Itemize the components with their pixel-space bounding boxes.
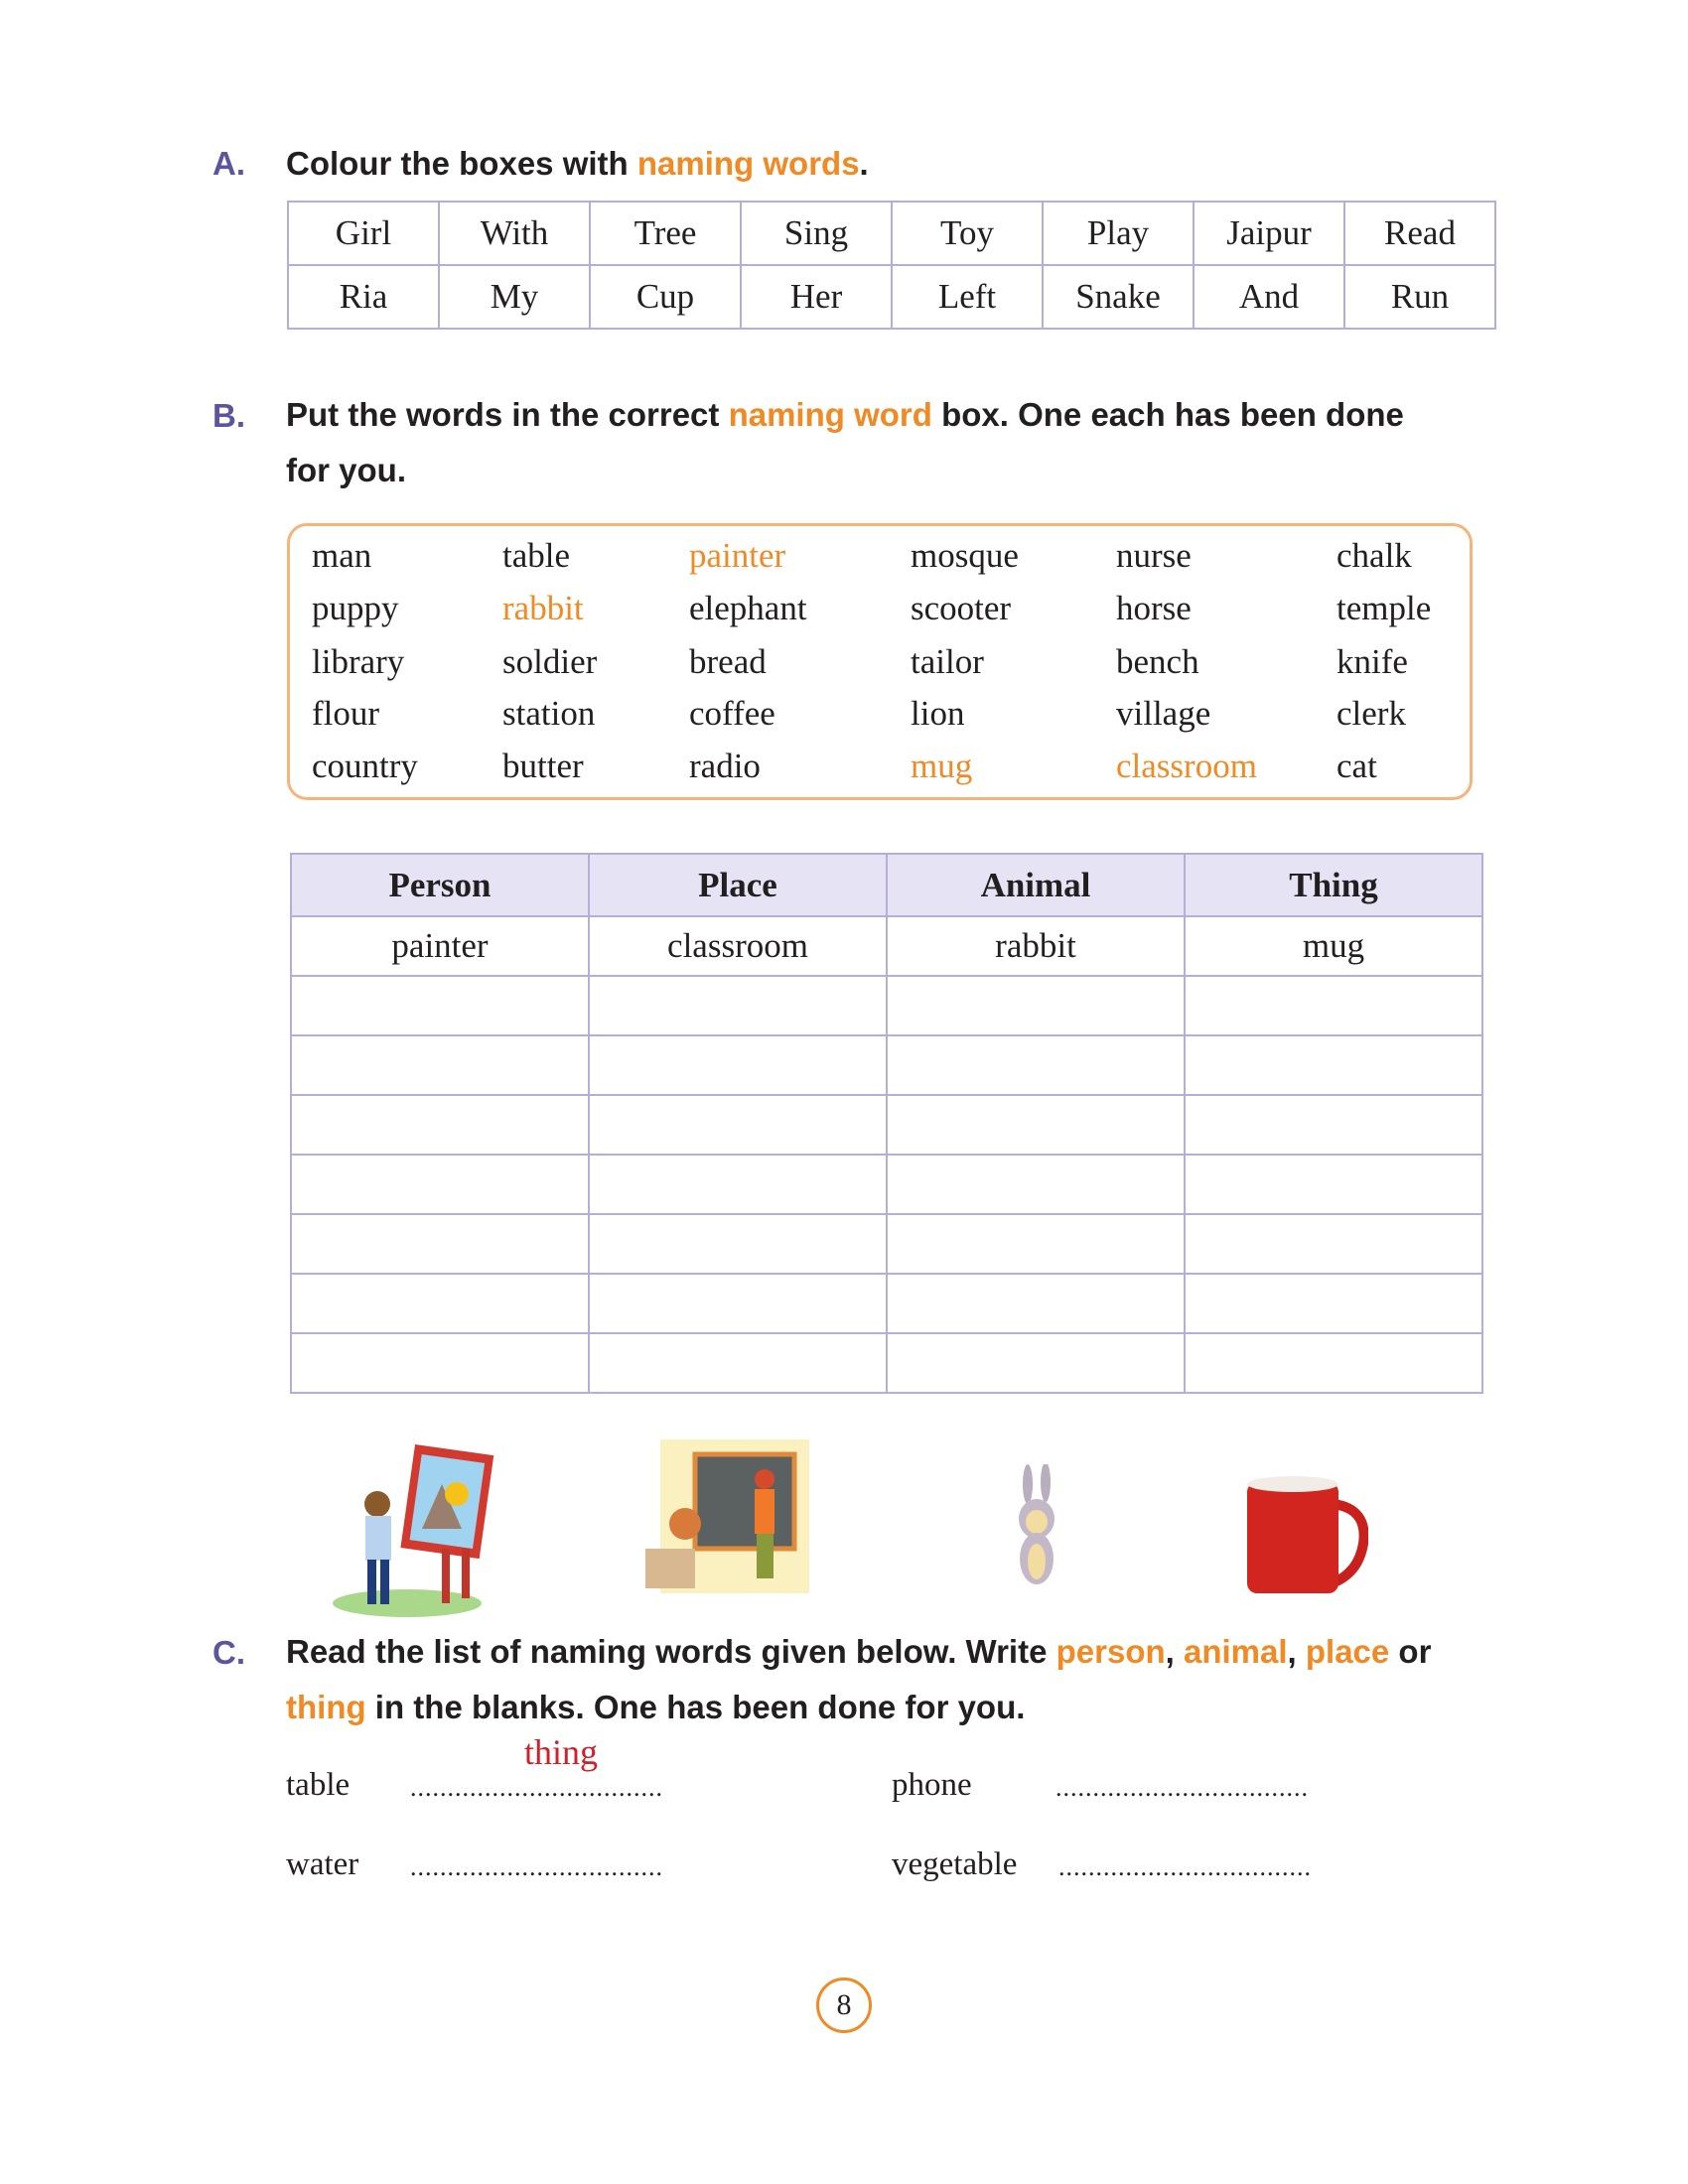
heading-text: in the blanks. One has been done for you. [365, 1689, 1026, 1725]
classroom-picture [640, 1434, 814, 1603]
mug-picture [1239, 1474, 1368, 1598]
blank-cell[interactable] [589, 1095, 887, 1155]
blank-cell[interactable] [291, 976, 589, 1035]
word-bank-word: coffee [689, 694, 775, 733]
word-box[interactable]: My [439, 265, 590, 329]
heading-text: Colour the boxes with [286, 145, 637, 182]
example-cell: rabbit [887, 916, 1185, 976]
word-bank-word: rabbit [502, 589, 584, 627]
word-bank-word: village [1116, 694, 1211, 733]
blank-cell[interactable] [1185, 1274, 1482, 1333]
heading-text: box. One each has been done [931, 396, 1404, 433]
word-bank-word: cat [1336, 747, 1377, 785]
word-bank-word: flour [312, 694, 380, 733]
word-bank-word: chalk [1336, 536, 1412, 575]
word-box[interactable]: Read [1344, 202, 1495, 265]
word-box[interactable]: Girl [288, 202, 439, 265]
grid-row [288, 265, 1495, 329]
heading-highlight: naming words [636, 145, 860, 182]
word-bank-word: classroom [1116, 747, 1257, 785]
blank-cell[interactable] [291, 1274, 589, 1333]
blank-line[interactable]: .................................. [410, 1773, 663, 1802]
example-cell: painter [291, 916, 589, 976]
blank-cell[interactable] [887, 1333, 1185, 1393]
word-bank-word: lion [911, 694, 965, 733]
blank-cell[interactable] [887, 1214, 1185, 1274]
blank-cell[interactable] [1185, 976, 1482, 1035]
word-bank-box [287, 523, 1473, 800]
table-row [291, 1274, 1482, 1333]
blank-cell[interactable] [887, 1155, 1185, 1214]
word-bank-word: tailor [911, 642, 984, 681]
word-box[interactable]: Left [892, 265, 1043, 329]
word-box[interactable]: Snake [1043, 265, 1194, 329]
blank-cell[interactable] [1185, 1333, 1482, 1393]
heading-text: , [1165, 1633, 1184, 1670]
word-bank-word: library [312, 642, 405, 681]
word-bank-word: temple [1336, 589, 1432, 627]
section-a-letter: A. [212, 145, 245, 182]
heading-text: Read the list of naming words given below. Write [286, 1633, 1056, 1670]
blank-cell[interactable] [291, 1333, 589, 1393]
blank-cell[interactable] [887, 976, 1185, 1035]
word-box[interactable]: Ria [288, 265, 439, 329]
grid-row [288, 202, 1495, 265]
table-row [291, 1333, 1482, 1393]
word-bank-word: knife [1336, 642, 1408, 681]
word-box[interactable]: Cup [590, 265, 741, 329]
heading-text: Put the words in the correct [286, 396, 729, 433]
example-row [291, 916, 1482, 976]
blank-cell[interactable] [589, 1035, 887, 1095]
section-c-letter: C. [212, 1634, 245, 1671]
table-row [291, 1155, 1482, 1214]
rabbit-picture [1008, 1464, 1067, 1598]
example-answer: thing [524, 1732, 599, 1772]
naming-word-table [290, 853, 1483, 1394]
blank-line[interactable]: .................................. [1058, 1852, 1312, 1881]
heading-text: or [1389, 1633, 1432, 1670]
column-header: Thing [1185, 854, 1482, 916]
blank-cell[interactable] [1185, 1155, 1482, 1214]
word-box[interactable]: Run [1344, 265, 1495, 329]
table-row [291, 1095, 1482, 1155]
blank-cell[interactable] [887, 1035, 1185, 1095]
blank-cell[interactable] [887, 1274, 1185, 1333]
item-word: phone [892, 1767, 972, 1803]
blank-cell[interactable] [589, 1274, 887, 1333]
blank-cell[interactable] [589, 1155, 887, 1214]
word-bank-word: nurse [1116, 536, 1192, 575]
table-row [291, 976, 1482, 1035]
example-cell: classroom [589, 916, 887, 976]
word-box[interactable]: Play [1043, 202, 1194, 265]
table-row [291, 1035, 1482, 1095]
word-bank-word: painter [689, 536, 786, 575]
section-b-heading [286, 387, 1404, 498]
word-bank-word: clerk [1336, 694, 1406, 733]
naming-words-grid [287, 201, 1496, 330]
blank-cell[interactable] [589, 1333, 887, 1393]
blank-cell[interactable] [291, 1095, 589, 1155]
word-bank-word: butter [502, 747, 584, 785]
word-bank-word: elephant [689, 589, 807, 627]
heading-text: . [859, 145, 869, 182]
word-box[interactable]: With [439, 202, 590, 265]
blank-cell[interactable] [589, 1214, 887, 1274]
blank-cell[interactable] [887, 1095, 1185, 1155]
word-bank-word: scooter [911, 589, 1012, 627]
word-bank-word: country [312, 747, 418, 785]
word-bank-word: man [312, 536, 372, 575]
example-cell: mug [1185, 916, 1482, 976]
word-bank-word: radio [689, 747, 761, 785]
item-word: water [286, 1846, 359, 1882]
blank-cell[interactable] [589, 976, 887, 1035]
section-b-letter: B. [212, 397, 245, 434]
word-bank-word: bench [1116, 642, 1199, 681]
painter-picture [328, 1434, 496, 1618]
word-bank-word: station [502, 694, 596, 733]
word-bank-word: table [502, 536, 571, 575]
blank-cell[interactable] [291, 1155, 589, 1214]
word-bank-word: mug [911, 747, 973, 785]
word-bank-word: mosque [911, 536, 1019, 575]
word-box[interactable]: Her [741, 265, 892, 329]
word-bank-word: soldier [502, 642, 598, 681]
heading-highlight: animal [1183, 1633, 1288, 1670]
blank-cell[interactable] [1185, 1035, 1482, 1095]
blank-line[interactable]: .................................. [410, 1852, 663, 1881]
table-row [291, 1214, 1482, 1274]
heading-text: , [1287, 1633, 1306, 1670]
word-box[interactable]: Tree [590, 202, 741, 265]
word-bank-word: horse [1116, 589, 1192, 627]
word-box[interactable]: Toy [892, 202, 1043, 265]
item-word: table [286, 1767, 351, 1803]
column-header: Animal [887, 854, 1185, 916]
word-bank-word: puppy [312, 589, 399, 627]
section-a-heading [286, 136, 869, 192]
word-box[interactable]: Sing [741, 202, 892, 265]
blank-cell[interactable] [1185, 1214, 1482, 1274]
blank-line[interactable]: .................................. [1055, 1773, 1309, 1802]
word-box[interactable]: And [1194, 265, 1344, 329]
blank-cell[interactable] [291, 1035, 589, 1095]
column-header: Person [291, 854, 589, 916]
page-number: 8 [816, 1978, 872, 2033]
heading-highlight: thing [286, 1689, 366, 1725]
blank-cell[interactable] [1185, 1095, 1482, 1155]
heading-highlight: place [1305, 1633, 1390, 1670]
section-c-heading [286, 1624, 1431, 1735]
heading-highlight: naming word [728, 396, 932, 433]
blank-cell[interactable] [291, 1214, 589, 1274]
heading-highlight: person [1055, 1633, 1166, 1670]
word-box[interactable]: Jaipur [1194, 202, 1344, 265]
column-header: Place [589, 854, 887, 916]
item-word: vegetable [892, 1846, 1018, 1882]
heading-text: for you. [286, 452, 406, 488]
word-bank-word: bread [689, 642, 767, 681]
